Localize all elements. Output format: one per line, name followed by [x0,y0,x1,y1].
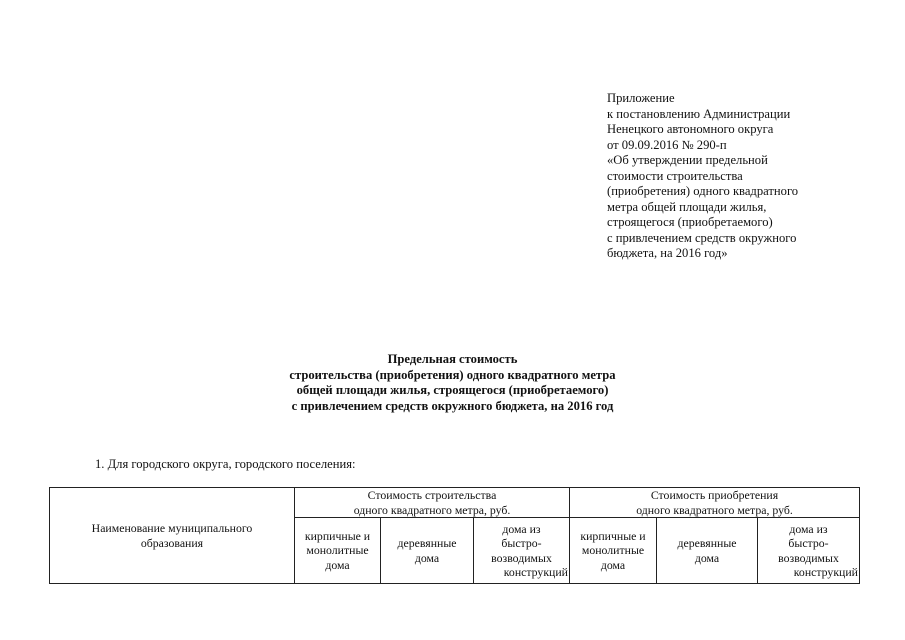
header-line: деревянные [677,536,737,551]
header-line: кирпичные и [580,528,646,543]
purchase-cost-header [570,488,860,518]
header-line: Стоимость строительства [367,488,497,503]
purchase-wooden-column-header [657,518,758,584]
header-line: возводимых [491,550,552,565]
header-line: конструкций [503,564,568,579]
title-line: с привлечением средств окружного бюджета, на 2016 год [291,398,614,413]
section-heading: 1. Для городского округа, городского поселения: [95,457,356,471]
header-line: дома из [502,521,541,536]
title-line: общей площади жилья, строящегося (приобретаемого) [296,383,609,398]
appendix-line: стоимости строительства [607,168,743,183]
purchase-prefab-column-header [758,518,860,584]
construction-wooden-column-header [381,518,474,584]
header-line: быстро- [501,536,542,551]
appendix-line: (приобретения) одного квадратного [607,184,799,198]
appendix-line: «Об утверждении предельной [607,153,768,167]
title-line: Предельная стоимость [387,352,518,366]
appendix-block [607,91,887,262]
header-line: дома [694,550,720,565]
title-line: строительства (приобретения) одного квадратного метра [289,367,616,382]
header-line: монолитные [306,543,369,558]
construction-prefab-column-header [474,518,570,584]
municipality-name-header [50,488,295,584]
header-line: дома [600,557,626,572]
header-line: одного квадратного метра, руб. [636,502,793,517]
header-line: дома [325,557,350,572]
header-line: одного квадратного метра, руб. [353,502,511,517]
table-header-row [50,488,860,518]
document-title [150,352,755,414]
header-line: дома из [789,521,828,536]
construction-brick-column-header [295,518,381,584]
header-line: деревянные [397,536,457,551]
header-line: кирпичные и [304,528,371,543]
purchase-brick-column-header [570,518,657,584]
header-line: дома [414,550,440,565]
appendix-line: Приложение [607,91,675,105]
appendix-line: метра общей площади жилья, [607,199,767,214]
header-line: конструкций [793,564,858,579]
construction-cost-header [295,488,570,518]
header-line: возводимых [778,550,839,565]
header-line: быстро- [788,536,829,551]
appendix-line: Ненецкого автономного округа [607,122,774,136]
header-line: Стоимость приобретения [650,488,779,503]
appendix-line: к постановлению Администрации [607,106,791,121]
header-line: образования [140,535,204,550]
appendix-line: бюджета, на 2016 год» [607,246,728,260]
header-line: монолитные [581,543,645,558]
appendix-line: строящегося (приобретаемого) [607,215,773,229]
appendix-line: с привлечением средств окружного [607,230,797,245]
cost-table [49,487,860,584]
appendix-line: от 09.09.2016 № 290-п [607,137,727,152]
header-line: Наименование муниципального [91,521,253,536]
